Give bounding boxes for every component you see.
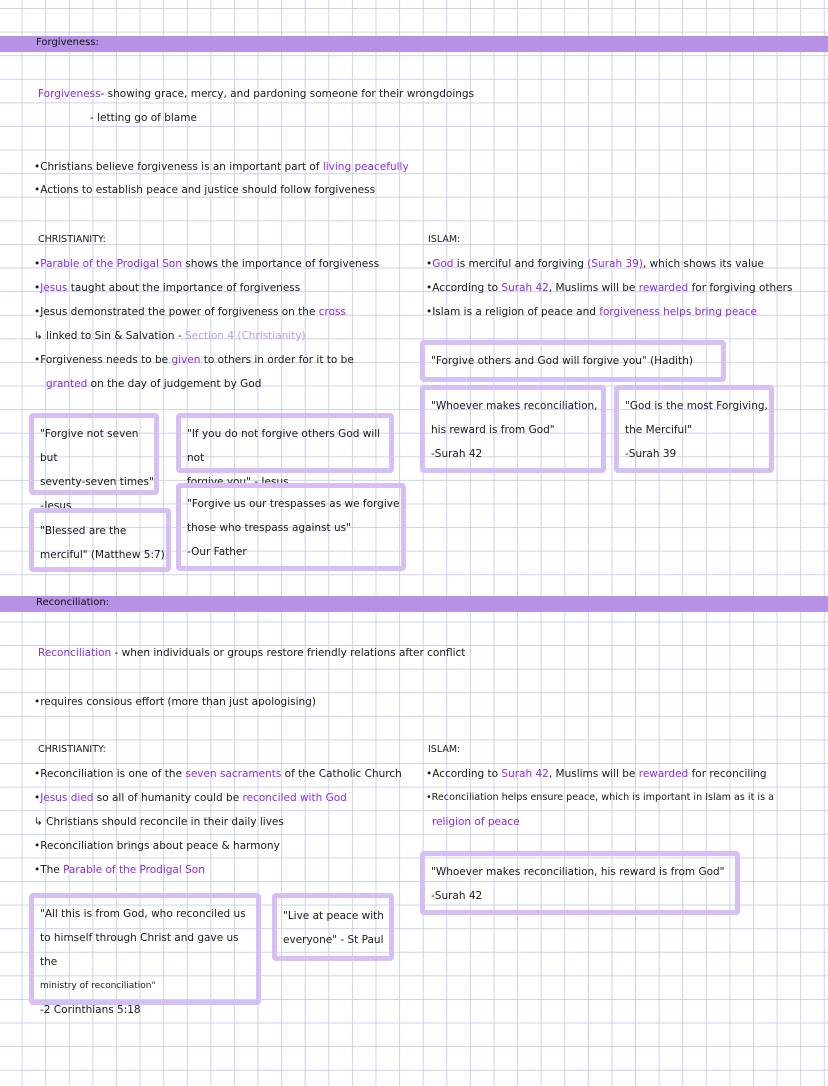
bullet-text: , Muslims will be [548,768,639,780]
bullet-text: on the day of judgement by God [87,378,262,390]
quote-line: "Live at peace with [283,910,384,922]
bullet-text: so all of humanity could be [93,792,243,804]
quote-line: ministry of reconciliation" [40,981,156,991]
fi-bullet-2 [426,281,792,295]
quote-line: "God is the most Forgiving, [625,400,768,412]
quote-line: everyone" - St Paul [283,934,384,946]
prodigal-highlight: Parable of the Prodigal Son [63,864,205,876]
bullet-text: for forgiving others [688,282,793,294]
quote-box-seventy-seven [29,413,159,512]
bullet-text: ↳ linked to Sin & Salvation - [34,330,186,342]
reconciliation-islam-heading: ISLAM: [428,744,461,755]
bullet-text: •Actions to establish peace and justice should follow forgiveness [34,184,376,196]
quote-line: merciful" (Matthew 5:7) [40,549,165,561]
quote-box-corinthians [29,893,261,1016]
reconciliation-definition [38,646,465,660]
forgiveness-christianity-heading: CHRISTIANITY: [38,234,106,245]
quote-box-st-paul [272,893,394,961]
bullet-text: •Reconciliation is one of the [34,768,186,780]
given-highlight: given [171,354,201,366]
jesus-highlight: Jesus [40,282,68,294]
quote-line: "If you do not forgive others God will not [187,428,381,464]
surah42-highlight: Surah 42 [501,282,549,294]
quote-line: "Forgive us our trespasses as we forgive [187,498,400,510]
ri-bullet-3 [432,815,520,829]
quote-attribution: -Surah 42 [431,448,483,460]
bullet-text: is merciful and forgiving [453,258,588,270]
quote-box-surah39 [614,385,774,473]
quote-line: forgive you" - Jesus [187,476,289,488]
ri-bullet-1 [426,767,767,781]
bullet-text: , Muslims will be [548,282,639,294]
cross-highlight: cross [318,306,346,318]
quote-box-surah42 [420,385,606,473]
quote-line: the Merciful" [625,424,692,436]
bullet-highlight: living peacefully [322,161,409,173]
bullet-text: •Jesus demonstrated the power of forgiveness on the [34,306,319,318]
forgiveness-definition [38,87,474,101]
reconciliation-christianity-heading: CHRISTIANITY: [38,744,106,755]
reconciliation-bullet: •requires consious effort (more than just apologising) [34,696,316,708]
quote-line: "All this is from God, who reconciled us [40,908,246,920]
surah42-highlight: Surah 42 [501,768,549,780]
quote-line: those who trespass against us" [187,522,351,534]
quote-box-blessed-merciful [29,508,171,572]
rewarded-highlight: rewarded [638,768,689,780]
reconciled-highlight: reconciled with God [242,792,347,804]
fi-bullet-3 [426,305,757,319]
quote-line: "Whoever makes reconciliation, [431,400,598,412]
bullet-text: to others in order for it to be [200,354,354,366]
bullet-text: •Forgiveness needs to be [34,354,172,366]
rc-bullet-4: •Reconciliation brings about peace & harmony [34,840,280,852]
religion-peace-highlight: religion of peace [432,816,520,828]
jesus-died-highlight: Jesus died [40,792,94,804]
bullet-text: for reconciling [688,768,767,780]
reconciliation-definition-text: - when individuals or groups restore friendly relations after conflict [111,647,466,659]
rewarded-highlight: rewarded [638,282,689,294]
quote-box-surah42-reconciliation [420,851,740,915]
surah39-highlight: (Surah 39) [587,258,643,270]
forgiveness-term: Forgiveness [38,88,101,100]
god-highlight: God [432,258,454,270]
forgiveness-definition-sub: - letting go of blame [90,112,197,124]
parable-highlight: Parable of the Prodigal Son [40,258,182,270]
bullet-text: shows the importance of forgiveness [182,258,380,270]
quote-line: seventy-seven times" [40,476,154,488]
quote-attribution: -Our Father [187,546,247,558]
fc-bullet-4 [34,329,306,343]
rc-bullet-3: ↳ Christians should reconcile in their daily lives [34,816,284,828]
rc-bullet-5 [34,863,205,877]
rc-bullet-1 [34,767,402,781]
quote-attribution: -Jesus [40,500,72,512]
fc-bullet-3 [34,305,346,319]
rc-bullet-2: •Jesus died so all of humanity could be reconciled with God [34,792,347,804]
fc-bullet-1: •Parable of the Prodigal Son shows the importance of forgiveness [34,258,380,270]
bullet-text: of the Catholic Church [281,768,402,780]
reconciliation-section-title: Reconciliation: [36,597,110,608]
fi-bullet-1: •God is merciful and forgiving (Surah 39), which shows its value [426,258,764,270]
quote-line: "Forgive not seven but [40,428,139,464]
bullet-text: , which shows its value [642,258,764,270]
quote-attribution: -2 Corinthians 5:18 [40,1004,141,1016]
forgiveness-bullet-1 [34,160,409,174]
quote-line: "Forgive others and God will forgive you" (Hadith) [431,355,693,367]
forgiveness-bullet-2 [34,183,375,197]
quote-box-hadith [420,340,726,382]
quote-line: "Whoever makes reconciliation, his reward is from God" [431,866,725,878]
quote-line: "Blessed are the [40,525,127,537]
granted-highlight: granted [46,378,88,390]
bullet-text: •According to [426,282,502,294]
forgiveness-definition-text: - showing grace, mercy, and pardoning someone for their wrongdoings [100,88,475,100]
bullet-text: taught about the importance of forgiveness [67,282,301,294]
fc-bullet-5 [34,353,354,367]
quote-line: to himself through Christ and gave us the [40,932,239,968]
quote-attribution: -Surah 42 [431,890,483,902]
section-ref-highlight: Section 4 (Christianity) [185,330,306,342]
bullet-text: •According to [426,768,502,780]
reconciliation-term: Reconciliation [38,647,112,659]
forgiveness-section-title: Forgiveness: [36,37,99,48]
fc-bullet-6 [46,377,261,391]
quote-box-our-father [176,483,406,571]
quote-line: his reward is from God" [431,424,555,436]
quote-attribution: -Surah 39 [625,448,677,460]
sacraments-highlight: seven sacraments [185,768,282,780]
ri-bullet-2: •Reconciliation helps ensure peace, which is important in Islam as it is a [426,792,774,803]
quote-box-forgive-others [176,413,394,488]
bullet-text: •The [34,864,64,876]
forgiveness-header-band [0,36,828,52]
peace-highlight: forgiveness helps bring peace [599,306,758,318]
forgiveness-islam-heading: ISLAM: [428,234,461,245]
fc-bullet-2: •Jesus taught about the importance of forgiveness [34,282,301,294]
bullet-text: •Islam is a religion of peace and [426,306,600,318]
reconciliation-header-band [0,596,828,612]
bullet-text: •Christians believe forgiveness is an important part of [34,161,323,173]
